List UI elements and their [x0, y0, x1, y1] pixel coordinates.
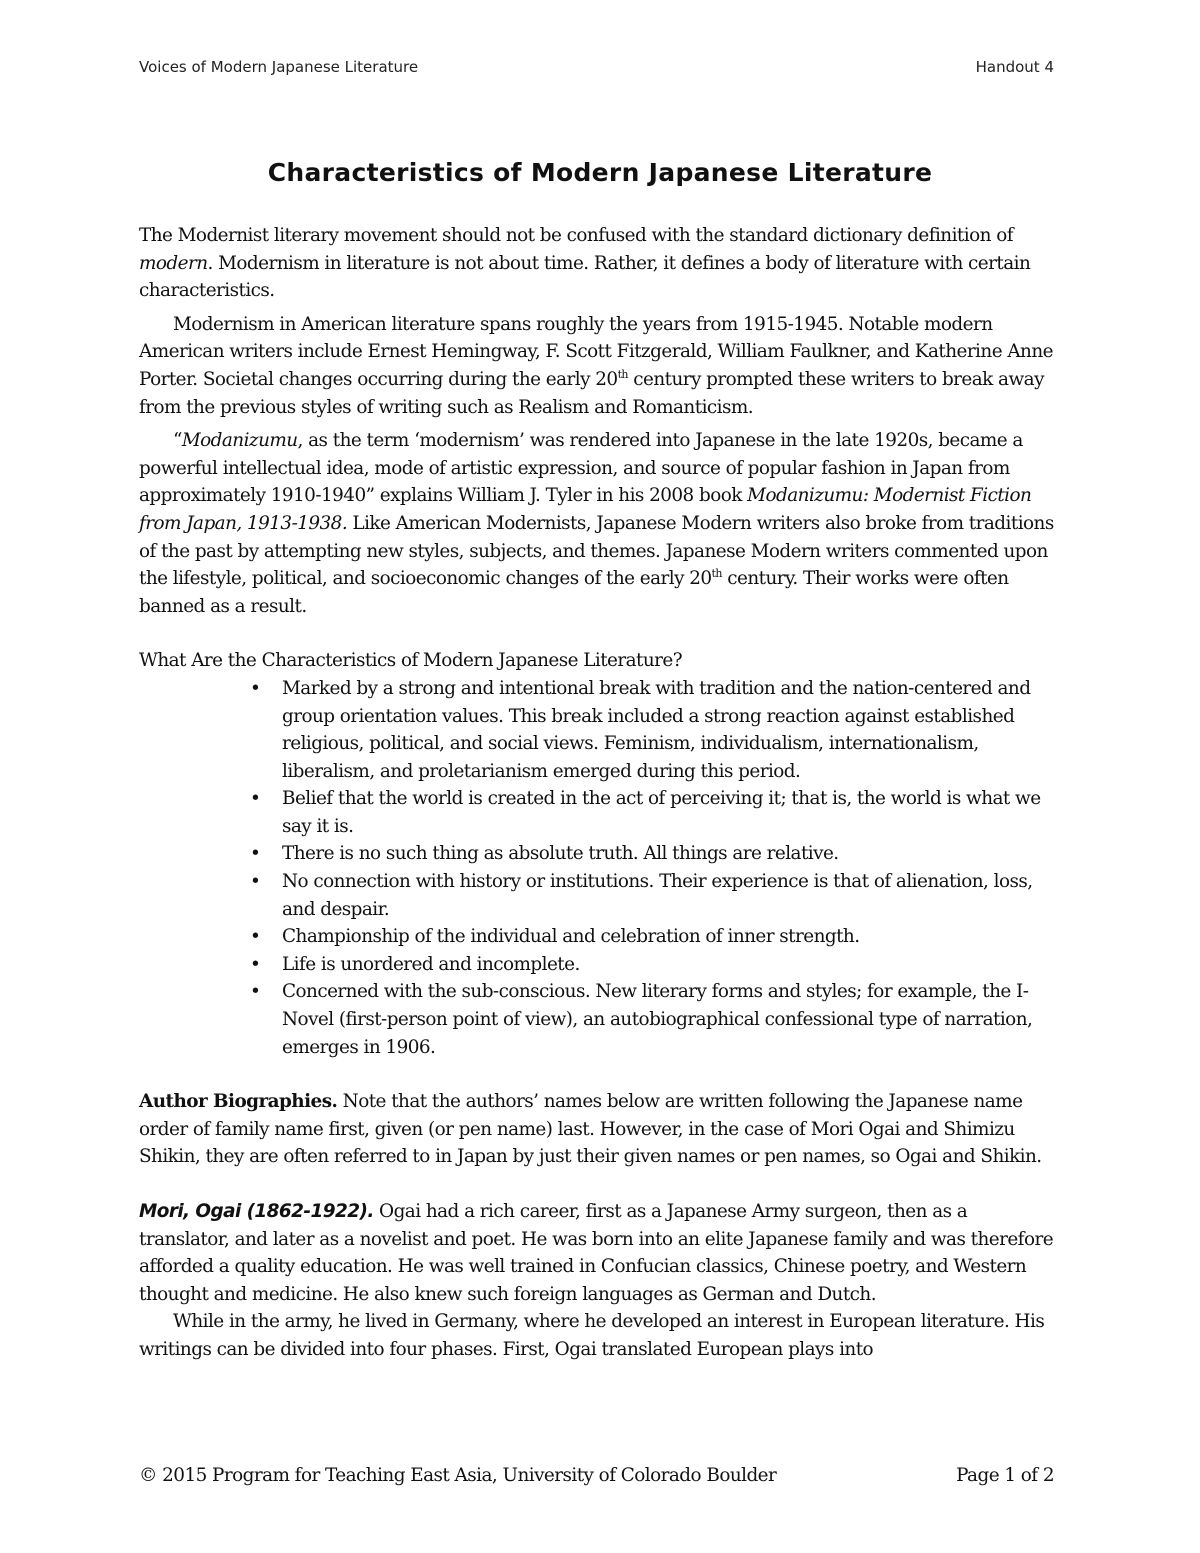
- list-item: • Championship of the individual and celebration of inner strength.: [282, 923, 1054, 951]
- page-header: [139, 58, 1054, 76]
- biographies-label: Author Biographies.: [139, 1091, 338, 1113]
- page-footer: [139, 1465, 1054, 1486]
- ogai-name: Mori, Ogai (1862-1922).: [139, 1201, 374, 1222]
- list-item: • Concerned with the sub-conscious. New literary forms and styles; for example, the I-Novel (first-person point of view), an autobiographical confessional type of narration, emerges in 1906.: [282, 978, 1054, 1061]
- modanizumu-text-c: century. Their works were often banned as a result.: [139, 568, 1009, 617]
- american-text-a: Modernism in American literature spans roughly the years from 1915-1945. Notable modern American writers include Ernest Hemingway, F. Scott Fitzgerald, William Faulkner, and Katherine Anne Porter. Societal changes occurring during the early 20: [139, 313, 1053, 390]
- header-course-title: Voices of Modern Japanese Literature: [139, 58, 419, 76]
- header-handout-number: Handout 4: [975, 58, 1054, 76]
- modanizumu-book-title: Modanizumu: Modernist Fiction from Japan, 1913-1938.: [139, 485, 1032, 534]
- list-item: • No connection with history or institutions. Their experience is that of alienation, loss, and despair.: [282, 868, 1054, 923]
- modanizumu-superscript: th: [711, 567, 722, 581]
- footer-copyright: © 2015 Program for Teaching East Asia, University of Colorado Boulder: [139, 1465, 777, 1486]
- american-modernism-paragraph: [139, 311, 1054, 421]
- list-item: • Life is unordered and incomplete.: [282, 951, 1054, 979]
- modanizumu-text-b: Like American Modernists, Japanese Modern writers also broke from traditions of the past by attempting new styles, subjects, and themes. Japanese Modern writers commented upon the lifestyle, political, and socioeconomic changes of the early 20: [139, 512, 1054, 590]
- intro-text-a: The Modernist literary movement should not be confused with the standard dictionary definition of: [139, 225, 1013, 246]
- document-title: Characteristics of Modern Japanese Literature: [267, 158, 933, 187]
- modanizumu-term: Modanizumu: [181, 430, 298, 452]
- list-item: • Marked by a strong and intentional break with tradition and the nation-centered and group orientation values. This break included a strong reaction against established religious, political, and social views. Feminism, individualism, internationalism, liberalism, and proletarianism emerged during this period.: [282, 675, 1054, 785]
- american-superscript: th: [617, 367, 628, 381]
- modanizumu-text-a: , as the term ‘modernism’ was rendered into Japanese in the late 1920s, became a powerful intellectual idea, mode of artistic expression, and source of popular fashion in Japan from approximately 1910-1940” explains William J. Tyler in his 2008 book: [139, 430, 1023, 507]
- intro-emphasis: modern: [139, 252, 208, 274]
- intro-paragraph: [139, 222, 1054, 305]
- modanizumu-paragraph: [139, 427, 1054, 620]
- document-body: [139, 222, 1054, 1364]
- ogai-paragraph-2: While in the army, he lived in Germany, where he developed an interest in European literature. His writings can be divided into four phases. First, Ogai translated European plays into: [139, 1311, 1045, 1360]
- list-item: • Belief that the world is created in the act of perceiving it; that is, the world is what we say it is.: [282, 785, 1054, 840]
- ogai-paragraph: [139, 1198, 1054, 1308]
- ogai-text: Ogai had a rich career, first as a Japanese Army surgeon, then as a translator, and later as a novelist and poet. He was born into an elite Japanese family and was therefore afforded a quality education. He was well trained in Confucian classics, Chinese poetry, and Western thought and medicine. He also knew such foreign languages as German and Dutch.: [139, 1201, 1054, 1305]
- characteristics-list: [139, 675, 1054, 1061]
- author-biographies-paragraph: [139, 1088, 1054, 1171]
- list-item: • There is no such thing as absolute truth. All things are relative.: [282, 840, 1054, 868]
- characteristics-heading: What Are the Characteristics of Modern Japanese Literature?: [139, 650, 683, 672]
- american-text-b: century prompted these writers to break away from the previous styles of writing such as Realism and Romanticism.: [139, 368, 1044, 418]
- intro-text-b: . Modernism in literature is not about time. Rather, it defines a body of literature with certain characteristics.: [139, 252, 1031, 302]
- footer-page-number: Page 1 of 2: [956, 1465, 1054, 1486]
- biographies-text: Note that the authors’ names below are written following the Japanese name order of family name first, given (or pen name) last. However, in the case of Mori Ogai and Shimizu Shikin, they are often referred to in Japan by just their given names or pen names, so Ogai and Shikin.: [139, 1091, 1042, 1168]
- modanizumu-open-quote: “: [173, 430, 182, 452]
